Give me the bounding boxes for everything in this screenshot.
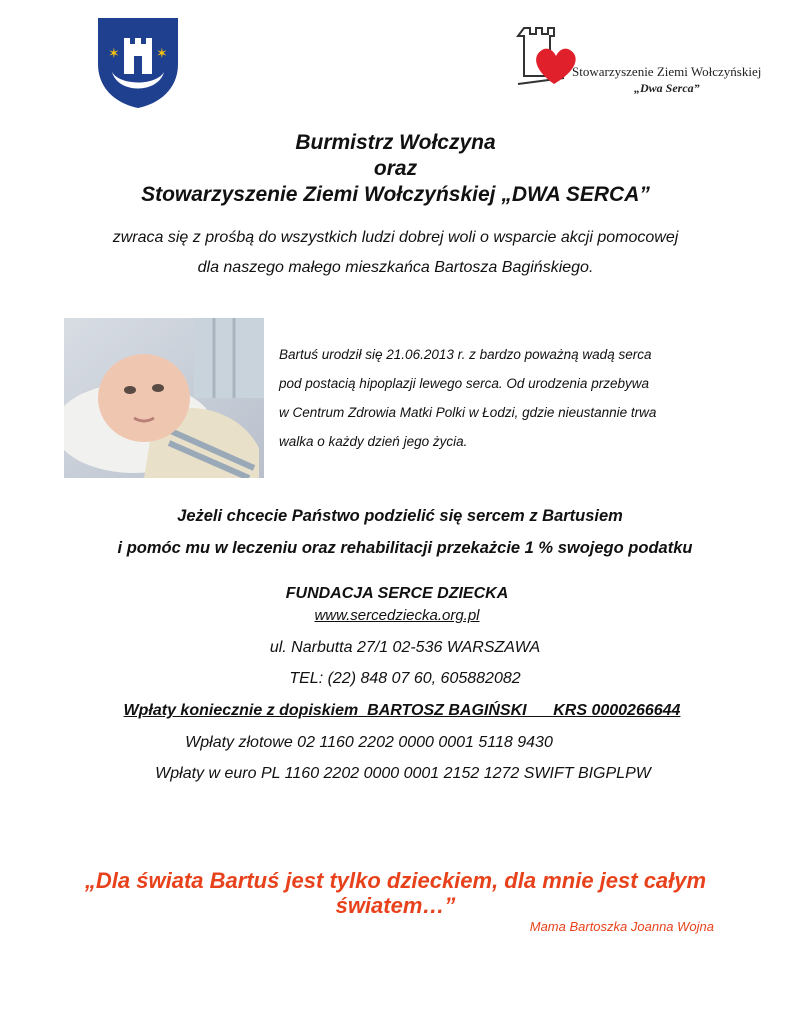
association-name: Stowarzyszenie Ziemi Wołczyńskiej [572, 64, 762, 79]
quote-line-2: światem…” [335, 893, 456, 918]
svg-text:✶: ✶ [108, 46, 120, 62]
association-logo [514, 18, 776, 98]
foundation-name: FUNDACJA SERCE DZIECKA [285, 585, 509, 602]
quote-line-1: „Dla świata Bartuś jest tylko dzieckiem, dla mnie jest całym [84, 868, 707, 893]
appeal-line-1: Jeżeli chcecie Państwo podzielić się sercem z Bartusiem [177, 507, 623, 525]
payment-note: Wpłaty koniecznie z dopiskiem BARTOSZ BAGIŃSKI KRS 0000266644 [123, 702, 681, 719]
wolczyn-coat-of-arms-icon [94, 14, 182, 110]
payment-eur: Wpłaty w euro PL 1160 2202 0000 0001 2152 1272 SWIFT BIGPLPW [155, 765, 651, 782]
quote-signature: Mama Bartoszka Joanna Wojna [529, 919, 714, 934]
svg-text:✶: ✶ [156, 46, 168, 62]
association-subname: „Dwa Serca” [634, 81, 700, 95]
story-line-3: w Centrum Zdrowia Matki Polki w Łodzi, gdzie nieustannie trwa [279, 405, 657, 420]
foundation-phone: TEL: (22) 848 07 60, 605882082 [289, 670, 521, 687]
appeal-line-2: i pomóc mu w leczeniu oraz rehabilitacji przekażcie 1 % swojego podatku [117, 539, 693, 557]
story-line-2: pod postacią hipoplazji lewego serca. Od urodzenia przebywa [279, 376, 649, 391]
story-text [279, 340, 719, 456]
intro-line-1: zwraca się z prośbą do wszystkich ludzi dobrej woli o wsparcie akcji pomocowej [112, 229, 679, 246]
foundation-url-link[interactable]: www.sercedziecka.org.pl [314, 607, 480, 624]
baby-photo [64, 318, 264, 478]
intro-line-2: dla naszego małego mieszkańca Bartosza Bagińskiego. [197, 259, 594, 276]
story-line-4: walka o każdy dzień jego życia. [279, 434, 468, 449]
header-line-2: oraz [373, 157, 418, 180]
foundation-address: ul. Narbutta 27/1 02-536 WARSZAWA [269, 639, 541, 656]
story-line-1: Bartuś urodził się 21.06.2013 r. z bardzo poważną wadą serca [279, 347, 652, 362]
header-line-3: Stowarzyszenie Ziemi Wołczyńskiej „DWA SERCA” [141, 183, 650, 206]
header-line-1: Burmistrz Wołczyna [295, 131, 496, 154]
payment-pln: Wpłaty złotowe 02 1160 2202 0000 0001 5118 9430 [185, 734, 553, 751]
